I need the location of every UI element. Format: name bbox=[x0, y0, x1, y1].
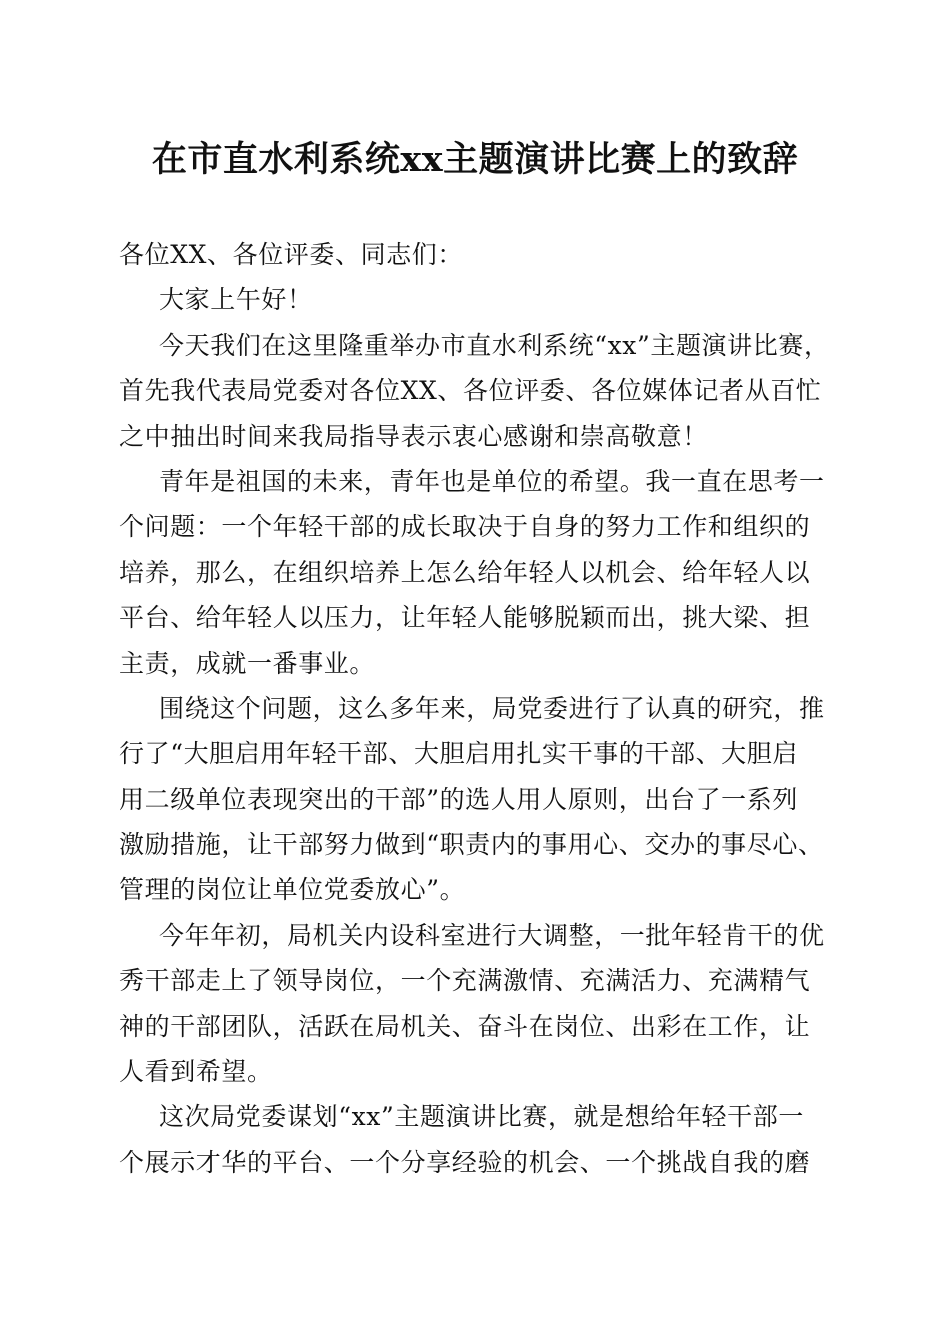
text-line: 平台、给年轻人以压力，让年轻人能够脱颖而出，挑大梁、担 bbox=[119, 603, 811, 633]
text-line: 今年年初，局机关内设科室进行大调整，一批年轻肯干的优 bbox=[159, 920, 825, 950]
text-line: 青年是祖国的未来，青年也是单位的希望。我一直在思考一 bbox=[159, 466, 825, 496]
text-line: 围绕这个问题，这么多年来，局党委进行了认真的研究，推 bbox=[159, 693, 825, 723]
text-line: 这次局党委谋划“xx”主题演讲比赛，就是想给年轻干部一 bbox=[159, 1102, 804, 1132]
text-line: 各位XX、各位评委、同志们： bbox=[119, 240, 463, 269]
text-line: 激励措施，让干部努力做到“职责内的事用心、交办的事尽心、 bbox=[119, 830, 824, 860]
text-line: 主责，成就一番事业。 bbox=[119, 648, 376, 678]
text-line: 人看到希望。 bbox=[119, 1057, 273, 1087]
text-line: 之中抽出时间来我局指导表示衷心感谢和崇高敬意！ bbox=[119, 421, 708, 451]
text-line: 个展示才华的平台、一个分享经验的机会、一个挑战自我的磨 bbox=[119, 1147, 811, 1177]
text-line: 行了“大胆启用年轻干部、大胆启用扎实干事的干部、大胆启 bbox=[119, 739, 798, 769]
document-title: 在市直水利系统xx主题演讲比赛上的致辞 bbox=[151, 139, 799, 180]
text-line: 神的干部团队，活跃在局机关、奋斗在岗位、出彩在工作，让 bbox=[119, 1011, 811, 1041]
text-line: 今天我们在这里隆重举办市直水利系统“xx”主题演讲比赛， bbox=[159, 330, 830, 360]
text-line: 用二级单位表现突出的干部”的选人用人原则，出台了一系列 bbox=[119, 784, 798, 814]
text-line: 管理的岗位让单位党委放心”。 bbox=[119, 875, 466, 905]
text-line: 大家上午好！ bbox=[159, 285, 313, 315]
text-line: 首先我代表局党委对各位XX、各位评委、各位媒体记者从百忙 bbox=[119, 376, 822, 406]
text-line: 个问题：一个年轻干部的成长取决于自身的努力工作和组织的 bbox=[119, 512, 811, 542]
document-body bbox=[119, 232, 831, 1185]
text-line: 秀干部走上了领导岗位，一个充满激情、充满活力、充满精气 bbox=[119, 966, 811, 996]
text-line: 培养，那么，在组织培养上怎么给年轻人以机会、给年轻人以 bbox=[119, 557, 811, 587]
